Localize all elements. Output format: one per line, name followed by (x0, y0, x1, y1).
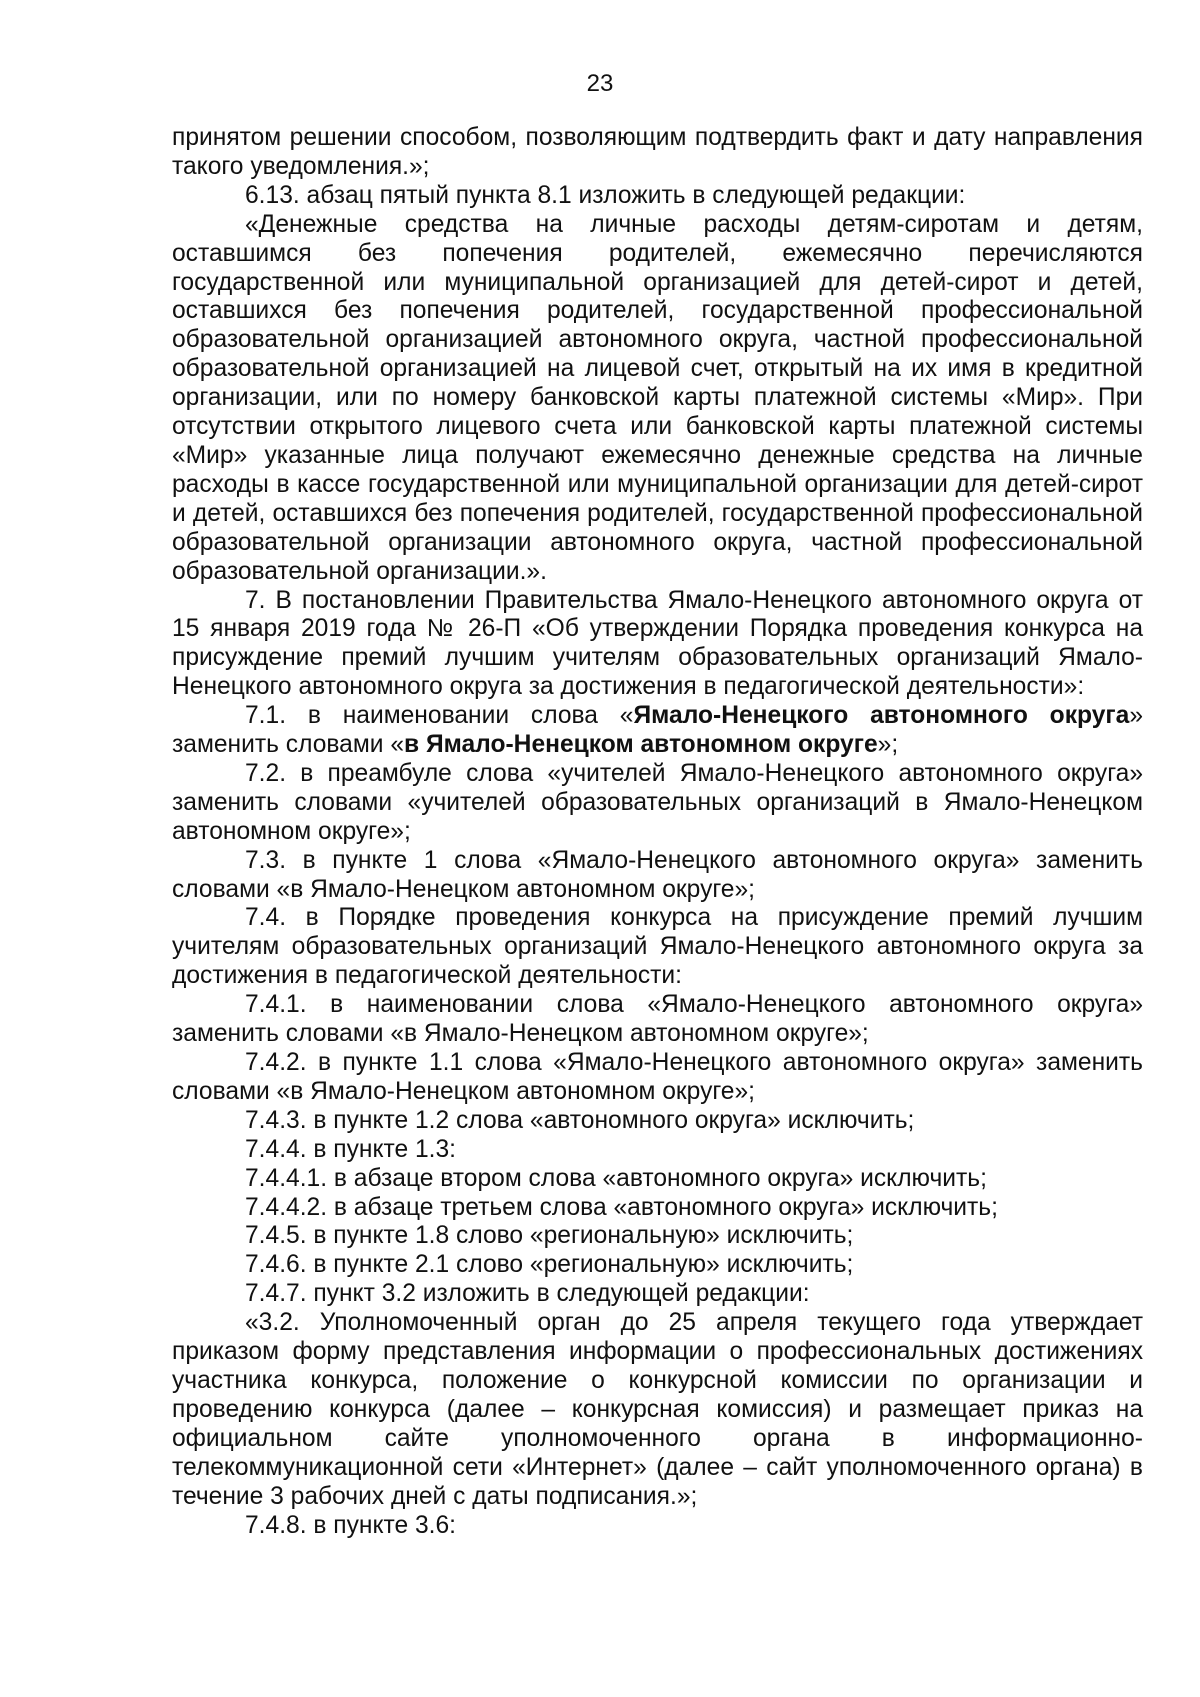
paragraph-7-4-7: 7.4.7. пункт 3.2 изложить в следующей редакции: (245, 1280, 810, 1308)
text-segment: » заменить словами « (172, 702, 1143, 759)
paragraph-7-4-4-2: 7.4.4.2. в абзаце третьем слова «автономного округа» исключить; (245, 1193, 998, 1221)
bold-segment: в Ямало-Ненецком автономном округе (404, 731, 878, 759)
paragraph-quote-money: «Денежные средства на личные расходы детям-сиротам и детям, оставшимся без попечения родителей, ежемесячно перечисляются государственной или муниципальной организацией для детей-сирот и детей, оставшихся без попечения родителей, государственной профессиональной образовательной организацией автономного округа, частной профессиональной образовательной организацией на лицевой счет, открытый на их имя в кредитной организации, или по номеру банковской карты платежной системы «Мир». При отсутствии открытого лицевого счета или банковской карты платежной системы «Мир» указанные лица получают ежемесячно денежные средства на личные расходы в кассе государственной или муниципальной организации для детей-сирот и детей, оставшихся без попечения родителей, государственной профессиональной образовательной организации автономного округа, частной профессиональной образовательной организации.». (172, 210, 1143, 585)
paragraph-7-4: 7.4. в Порядке проведения конкурса на присуждение премий лучшим учителям образовательных организаций Ямало-Ненецкого автономного округа за достижения в педагогической деятельности: (172, 904, 1143, 990)
paragraph-7-4-6: 7.4.6. в пункте 2.1 слово «региональную» исключить; (245, 1251, 854, 1279)
paragraph-7-4-2: 7.4.2. в пункте 1.1 слова «Ямало-Ненецкого автономного округа» заменить словами «в Ямало-Ненецком автономном округе»; (172, 1049, 1143, 1105)
paragraph-7-4-3: 7.4.3. в пункте 1.2 слова «автономного округа» исключить; (245, 1106, 915, 1134)
page-number: 23 (586, 70, 614, 97)
paragraph-7-4-4-1: 7.4.4.1. в абзаце втором слова «автономного округа» исключить; (245, 1164, 987, 1192)
paragraph-7: 7. В постановлении Правительства Ямало-Ненецкого автономного округа от 15 января 2019 года № 26-П «Об утверждении Порядка проведения конкурса на присуждение премий лучшим учителям образовательных организаций Ямало-Ненецкого автономного округа за достижения в педагогической деятельности»: (172, 586, 1143, 701)
paragraph-7-4-8: 7.4.8. в пункте 3.6: (245, 1511, 457, 1539)
paragraph-7-3: 7.3. в пункте 1 слова «Ямало-Ненецкого автономного округа» заменить словами «в Ямало-Ненецком автономном округе»; (172, 846, 1143, 903)
document-body (172, 124, 1143, 1540)
paragraph-7-4-1: 7.4.1. в наименовании слова «Ямало-Ненецкого автономного округа» заменить словами «в Ямало-Ненецком автономном округе»; (172, 991, 1143, 1048)
paragraph-7-4-4: 7.4.4. в пункте 1.3: (245, 1135, 457, 1163)
text-segment: 7.1. в наименовании слова « (245, 702, 634, 730)
paragraph-7-4-5: 7.4.5. в пункте 1.8 слово «региональную» исключить; (245, 1222, 854, 1250)
paragraph-continuation: принятом решении способом, позволяющим подтвердить факт и дату направления такого уведомления.»; (172, 124, 1143, 180)
bold-segment: Ямало-Ненецкого автономного округа (633, 702, 1130, 730)
paragraph-7-1 (172, 702, 1143, 760)
text-segment: »; (877, 731, 899, 759)
paragraph-7-2: 7.2. в преамбуле слова «учителей Ямало-Ненецкого автономного округа» заменить словами «учителей образовательных организаций в Ямало-Ненецком автономном округе»; (172, 759, 1143, 845)
paragraph-6-13: 6.13. абзац пятый пункта 8.1 изложить в следующей редакции: (245, 181, 966, 209)
paragraph-quote-3-2: «3.2. Уполномоченный орган до 25 апреля текущего года утверждает приказом форму представления информации о профессиональных достижениях участника конкурса, положение о конкурсной комиссии по организации и проведению конкурса (далее – конкурсная комиссия) и размещает приказ на официальном сайте уполномоченного органа в информационно-телекоммуникационной сети «Интернет» (далее – сайт уполномоченного органа) в течение 3 рабочих дней с даты подписания.»; (172, 1309, 1143, 1510)
